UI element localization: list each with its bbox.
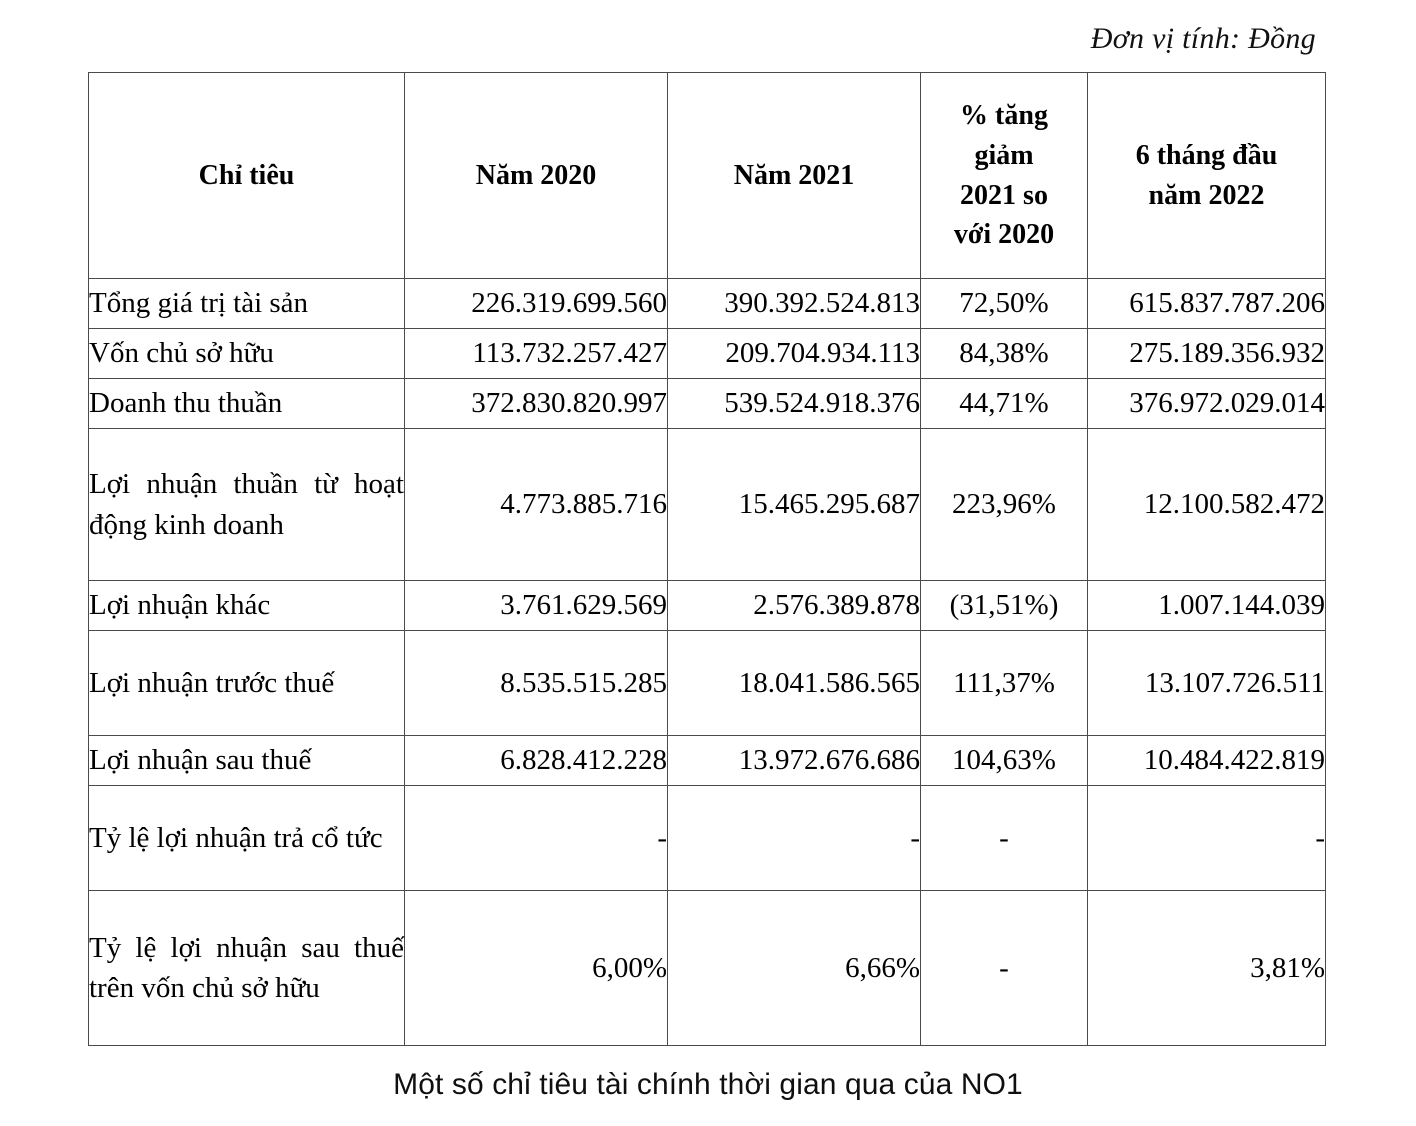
row-label: Lợi nhuận trước thuế <box>89 631 405 736</box>
table-row <box>89 631 1326 736</box>
column-header-percent-line-3: 2021 so <box>960 179 1048 211</box>
row-label: Vốn chủ sở hữu <box>89 329 405 379</box>
column-header-indicator <box>89 73 405 279</box>
cell-first-half-2022: 1.007.144.039 <box>1088 581 1326 631</box>
column-header-first-half-line-2: năm 2022 <box>1148 179 1265 211</box>
cell-percent-change: 84,38% <box>921 329 1088 379</box>
cell-first-half-2022: 376.972.029.014 <box>1088 379 1326 429</box>
cell-percent-change: - <box>921 891 1088 1046</box>
cell-year-2020: - <box>405 786 668 891</box>
cell-first-half-2022: 615.837.787.206 <box>1088 279 1326 329</box>
column-header-percent-line-4: với 2020 <box>953 219 1055 251</box>
cell-first-half-2022: 3,81% <box>1088 891 1326 1046</box>
table-row <box>89 891 1326 1046</box>
cell-percent-change: 72,50% <box>921 279 1088 329</box>
cell-year-2020: 113.732.257.427 <box>405 329 668 379</box>
cell-year-2021: - <box>668 786 921 891</box>
table-row <box>89 379 1326 429</box>
cell-year-2021: 539.524.918.376 <box>668 379 921 429</box>
cell-year-2020: 226.319.699.560 <box>405 279 668 329</box>
column-header-percent-line-2: giảm <box>974 139 1034 171</box>
cell-percent-change: 223,96% <box>921 429 1088 581</box>
column-header-year-2021 <box>668 73 921 279</box>
cell-percent-change: 111,37% <box>921 631 1088 736</box>
table-header <box>89 73 1326 279</box>
table-row <box>89 736 1326 786</box>
column-header-first-half-2022 <box>1088 73 1326 279</box>
cell-percent-change: 44,71% <box>921 379 1088 429</box>
financial-indicators-table <box>88 72 1326 1046</box>
cell-year-2021: 390.392.524.813 <box>668 279 921 329</box>
cell-year-2020: 8.535.515.285 <box>405 631 668 736</box>
cell-year-2021: 2.576.389.878 <box>668 581 921 631</box>
row-label: Lợi nhuận sau thuế <box>89 736 405 786</box>
cell-year-2020: 6.828.412.228 <box>405 736 668 786</box>
column-header-year-2020 <box>405 73 668 279</box>
unit-note: Đơn vị tính: Đồng <box>1090 22 1316 55</box>
column-header-year-2021-text: Năm 2021 <box>733 159 855 191</box>
table-header-row <box>89 73 1326 279</box>
cell-year-2020: 6,00% <box>405 891 668 1046</box>
cell-first-half-2022: 275.189.356.932 <box>1088 329 1326 379</box>
table-row <box>89 279 1326 329</box>
cell-first-half-2022: 13.107.726.511 <box>1088 631 1326 736</box>
cell-first-half-2022: 10.484.422.819 <box>1088 736 1326 786</box>
figure-caption: Một số chỉ tiêu tài chính thời gian qua của NO1 <box>393 1068 1023 1101</box>
column-header-indicator-text: Chỉ tiêu <box>198 159 295 191</box>
table-row <box>89 581 1326 631</box>
cell-percent-change: - <box>921 786 1088 891</box>
row-label: Lợi nhuận thuần từ hoạt động kinh doanh <box>89 429 405 581</box>
table-row <box>89 429 1326 581</box>
column-header-year-2020-text: Năm 2020 <box>475 159 597 191</box>
row-label: Doanh thu thuần <box>89 379 405 429</box>
column-header-percent-change <box>921 73 1088 279</box>
cell-year-2021: 209.704.934.113 <box>668 329 921 379</box>
column-header-first-half-line-1: 6 tháng đầu <box>1135 139 1278 171</box>
cell-first-half-2022: - <box>1088 786 1326 891</box>
cell-percent-change: 104,63% <box>921 736 1088 786</box>
row-label: Tổng giá trị tài sản <box>89 279 405 329</box>
cell-percent-change: (31,51%) <box>921 581 1088 631</box>
row-label: Tỷ lệ lợi nhuận sau thuế trên vốn chủ sở hữu <box>89 891 405 1046</box>
row-label: Lợi nhuận khác <box>89 581 405 631</box>
cell-year-2020: 3.761.629.569 <box>405 581 668 631</box>
cell-year-2020: 372.830.820.997 <box>405 379 668 429</box>
column-header-percent-line-1: % tăng <box>960 100 1048 131</box>
cell-year-2021: 13.972.676.686 <box>668 736 921 786</box>
cell-year-2021: 18.041.586.565 <box>668 631 921 736</box>
cell-year-2020: 4.773.885.716 <box>405 429 668 581</box>
table-body <box>89 279 1326 1046</box>
cell-first-half-2022: 12.100.582.472 <box>1088 429 1326 581</box>
cell-year-2021: 6,66% <box>668 891 921 1046</box>
table-row <box>89 329 1326 379</box>
financial-table-container <box>88 72 1325 1046</box>
table-row <box>89 786 1326 891</box>
row-label: Tỷ lệ lợi nhuận trả cổ tức <box>89 786 405 891</box>
cell-year-2021: 15.465.295.687 <box>668 429 921 581</box>
